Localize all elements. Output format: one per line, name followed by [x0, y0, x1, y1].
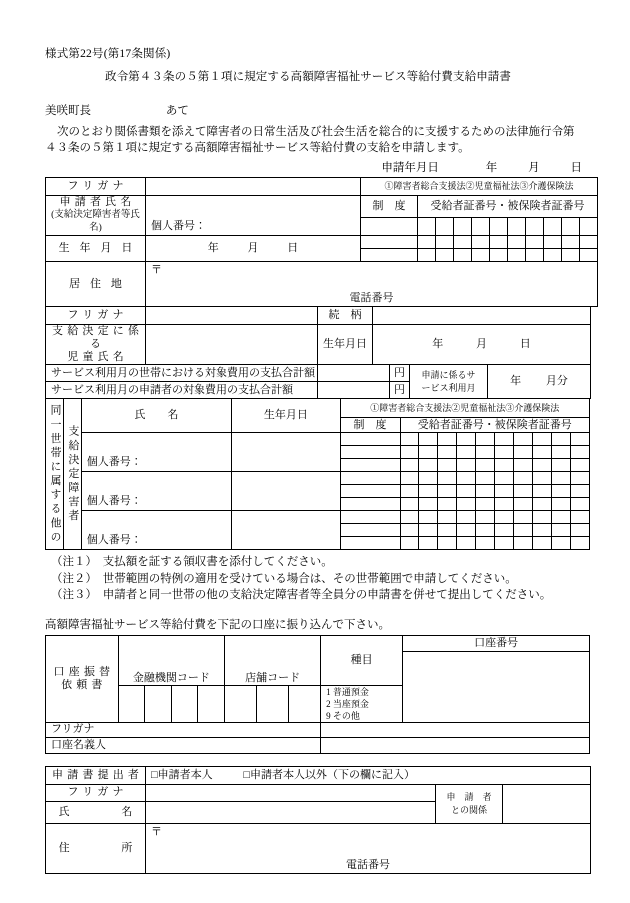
household-cert-cell[interactable] [476, 485, 495, 498]
account-type-label: 種目 [350, 653, 373, 666]
addressee-suffix: あて [165, 105, 189, 117]
applicant-cert-cell[interactable] [472, 249, 490, 262]
postal-mark-icon: 〒 [151, 264, 162, 276]
child-birth-month: 月 [476, 338, 487, 350]
household-cert-cell[interactable] [514, 524, 533, 537]
household-member-mynumber-label: 個人番号： [86, 456, 142, 468]
household-cert-cell[interactable] [457, 511, 476, 524]
submitter-name-label: 氏 名 [46, 801, 146, 823]
submitter-furigana-label: フリガナ [46, 784, 146, 801]
household-cert-cell[interactable] [551, 498, 570, 511]
household-table [45, 398, 590, 550]
household-cert-cell[interactable] [495, 472, 514, 485]
applicant-table [45, 177, 598, 307]
household-cert-cell[interactable] [400, 446, 419, 459]
household-cert-cell[interactable] [457, 446, 476, 459]
applicant-cert-cell[interactable] [454, 249, 472, 262]
household-cert-cell[interactable] [532, 459, 551, 472]
applicant-birth-year: 年 [207, 242, 219, 254]
household-cert-cell[interactable] [570, 485, 589, 498]
household-member-system-cell[interactable] [340, 498, 400, 511]
household-cert-cell[interactable] [419, 537, 438, 550]
submitter-relation-label-line2: との関係 [450, 804, 487, 815]
household-name-header: 氏 名 [81, 399, 231, 433]
household-cert-cell[interactable] [400, 472, 419, 485]
applicant-residence-field[interactable] [146, 262, 598, 307]
bank-vertical-label-line2: 依頼書 [61, 678, 107, 691]
form-number: 様式第22号(第17条関係) [45, 48, 171, 60]
bank-code-label-cell: 金融機関コード [118, 651, 225, 685]
checkbox-self[interactable]: □申請者本人 [151, 768, 213, 781]
household-cert-cell[interactable] [457, 472, 476, 485]
checkbox-other[interactable]: □申請者本人以外（下の欄に記入） [243, 768, 416, 781]
applicant-name-label-cell [46, 196, 146, 236]
household-member-system-cell[interactable] [340, 485, 400, 498]
child-name-field[interactable] [146, 325, 318, 365]
household-cert-cell[interactable] [514, 472, 533, 485]
household-cert-cell[interactable] [400, 511, 419, 524]
service-month-year: 年 [510, 375, 522, 387]
amount-household-label: サービス利用月の世帯における対象費用の支払合計額 [46, 365, 318, 382]
bank-name-field[interactable] [118, 635, 225, 651]
household-cert-cell[interactable] [419, 498, 438, 511]
household-cert-cell[interactable] [400, 433, 419, 446]
branch-name-field[interactable] [225, 635, 321, 651]
household-cert-cell[interactable] [419, 524, 438, 537]
household-member-system-cell[interactable] [340, 472, 400, 485]
applicant-laws-header: ①障害者総合支援法②児童福祉法③介護保険法 [361, 178, 598, 196]
applicant-cert-cell[interactable] [472, 217, 490, 235]
service-month-label-line1: 申請に係るサ [421, 369, 476, 380]
branch-code-cell[interactable] [225, 685, 257, 722]
household-cert-cell[interactable] [476, 524, 495, 537]
applicant-birth-field[interactable] [146, 236, 361, 262]
addressee-line [45, 102, 590, 118]
applicant-residence-label: 居住地 [46, 262, 146, 307]
bank-vertical-label-line1: 口座振替 [53, 665, 115, 678]
applicant-birth-label: 生年月日 [46, 236, 146, 262]
document-title: 政令第４３条の５第１項に規定する高額障害福祉サービス等給付費支給申請書 [105, 71, 511, 83]
household-cert-cell[interactable] [438, 524, 457, 537]
household-cert-cell[interactable] [476, 511, 495, 524]
household-cert-cell[interactable] [570, 537, 589, 550]
application-date-line [45, 159, 590, 175]
household-cert-cell[interactable] [514, 459, 533, 472]
household-vertical-label-left-cell [46, 399, 64, 550]
child-relation-label: 続 柄 [318, 307, 373, 325]
household-cert-cell[interactable] [495, 459, 514, 472]
child-relation-field[interactable] [373, 307, 591, 325]
household-cert-cell[interactable] [400, 459, 419, 472]
submitter-relation-label-cell [436, 784, 503, 823]
branch-code-cell[interactable] [289, 685, 321, 722]
submitter-furigana-field[interactable] [146, 784, 436, 801]
household-cert-cell[interactable] [570, 433, 589, 446]
applicant-cert-cell[interactable] [526, 249, 544, 262]
applicant-cert-cell[interactable] [418, 236, 436, 249]
household-vertical-label-left: 同一世帯に属する他の [48, 403, 61, 545]
applicant-cert-cell[interactable] [418, 249, 436, 262]
account-type-header-cell [321, 635, 403, 685]
household-cert-cell[interactable] [532, 485, 551, 498]
applicant-name-sublabel: (支給決定障害者等氏名) [51, 210, 140, 233]
household-cert-cell[interactable] [438, 446, 457, 459]
household-cert-cell[interactable] [419, 511, 438, 524]
household-birth-header: 生年月日 [232, 399, 340, 433]
household-cert-cell[interactable] [438, 537, 457, 550]
submitter-relation-label-line1: 申 請 者 [446, 791, 492, 802]
household-cert-cell[interactable] [551, 537, 570, 550]
household-cert-cell[interactable] [476, 498, 495, 511]
postal-mark-icon: 〒 [151, 825, 162, 838]
submitter-relation-field[interactable] [503, 784, 591, 823]
household-cert-cell[interactable] [495, 485, 514, 498]
household-cert-cell[interactable] [532, 433, 551, 446]
household-cert-cell[interactable] [419, 472, 438, 485]
household-member-system-cell[interactable] [340, 537, 400, 550]
branch-code-label-cell: 店舗コード [225, 651, 321, 685]
applicant-cert-cell[interactable] [436, 249, 454, 262]
applicant-cert-number-header: 受給者証番号・被保険者証番号 [418, 196, 598, 218]
household-cert-cell[interactable] [457, 524, 476, 537]
applicant-cert-cell[interactable] [490, 249, 508, 262]
household-cert-number-header: 受給者証番号・被保険者証番号 [400, 418, 590, 433]
submitter-name-field[interactable] [146, 801, 436, 823]
household-member-mynumber-label: 個人番号： [86, 534, 142, 546]
household-cert-cell[interactable] [495, 524, 514, 537]
applicant-cert-cell[interactable] [508, 249, 526, 262]
applicant-cert-cell[interactable] [562, 236, 580, 249]
household-cert-cell[interactable] [438, 498, 457, 511]
household-cert-cell[interactable] [400, 485, 419, 498]
household-cert-cell[interactable] [514, 433, 533, 446]
submitter-checkbox-row[interactable] [146, 766, 591, 784]
applicant-cert-cell[interactable] [454, 217, 472, 235]
household-cert-cell[interactable] [495, 537, 514, 550]
amount-household-yen: 円 [390, 365, 410, 382]
household-cert-cell[interactable] [400, 537, 419, 550]
household-cert-cell[interactable] [419, 446, 438, 459]
applicant-cert-cell[interactable] [526, 217, 544, 235]
applicant-cert-cell[interactable] [418, 217, 436, 235]
applicant-cert-cell[interactable] [562, 249, 580, 262]
applicant-furigana-label: フリガナ [46, 178, 146, 196]
amount-household-field[interactable] [318, 365, 390, 382]
child-name-label-line2: 児童氏名 [67, 351, 128, 363]
household-cert-cell[interactable] [570, 511, 589, 524]
lead-paragraph [45, 124, 590, 156]
household-cert-cell[interactable] [438, 433, 457, 446]
household-cert-cell[interactable] [476, 446, 495, 459]
household-vertical-label-right: 支給決定障害者 [66, 424, 79, 524]
notes-list [45, 554, 590, 604]
household-cert-cell[interactable] [476, 433, 495, 446]
service-month-month: 月分 [545, 375, 568, 387]
household-cert-cell[interactable] [532, 498, 551, 511]
household-cert-cell[interactable] [551, 524, 570, 537]
household-cert-cell[interactable] [514, 446, 533, 459]
household-cert-cell[interactable] [570, 472, 589, 485]
bank-vertical-label-cell [46, 635, 119, 722]
household-cert-cell[interactable] [457, 459, 476, 472]
child-table [45, 306, 591, 365]
household-cert-cell[interactable] [551, 511, 570, 524]
household-cert-cell[interactable] [457, 485, 476, 498]
amount-table [45, 364, 591, 399]
submitter-phone-label: 電話番号 [346, 858, 390, 871]
submitter-address-field[interactable] [146, 823, 591, 873]
application-date-month: 月 [528, 162, 540, 174]
household-cert-cell[interactable] [457, 433, 476, 446]
bank-transfer-table [45, 635, 590, 754]
household-cert-cell[interactable] [551, 472, 570, 485]
applicant-cert-cell[interactable] [436, 236, 454, 249]
child-birth-label: 生年月日 [318, 325, 373, 365]
applicant-birth-day: 日 [287, 242, 299, 254]
applicant-cert-cell[interactable] [580, 236, 598, 249]
note-item: （注２） 世帯範囲の特例の適用を受けている場合は、その世帯範囲で申請してください。 [51, 572, 517, 585]
applicant-cert-cell[interactable] [508, 217, 526, 235]
household-cert-cell[interactable] [419, 459, 438, 472]
lead-line-1: 次のとおり関係書類を添えて障害者の日常生活及び社会生活を総合的に支援するための法律施行令第 [57, 126, 575, 138]
child-name-label-line1: 支給決定に係る [52, 325, 144, 350]
household-member-system-cell[interactable] [340, 433, 400, 446]
bank-code-cell[interactable] [198, 685, 225, 722]
household-cert-cell[interactable] [514, 498, 533, 511]
household-laws-header: ①障害者総合支援法②児童福祉法③介護保険法 [340, 399, 589, 418]
household-member-system-cell[interactable] [340, 459, 400, 472]
household-cert-cell[interactable] [514, 511, 533, 524]
bank-code-cell[interactable] [145, 685, 172, 722]
applicant-system-value-2[interactable] [361, 236, 418, 249]
applicant-cert-cell[interactable] [562, 217, 580, 235]
account-type-options[interactable] [321, 685, 403, 722]
household-cert-cell[interactable] [570, 446, 589, 459]
applicant-cert-cell[interactable] [580, 217, 598, 235]
application-date-day: 日 [570, 162, 582, 174]
child-furigana-label: フリガナ [46, 307, 146, 325]
applicant-cert-cell[interactable] [544, 249, 562, 262]
applicant-phone-label: 電話番号 [349, 292, 394, 304]
household-cert-cell[interactable] [495, 498, 514, 511]
household-member-system-cell[interactable] [340, 511, 400, 524]
account-number-header: 口座番号 [403, 635, 590, 651]
household-cert-cell[interactable] [570, 498, 589, 511]
application-date-label: 申請年月日 [381, 162, 439, 174]
service-month-label-cell [410, 365, 488, 399]
child-furigana-field[interactable] [146, 307, 318, 325]
applicant-cert-cell[interactable] [490, 236, 508, 249]
applicant-cert-cell[interactable] [526, 236, 544, 249]
amount-applicant-yen: 円 [390, 382, 410, 399]
household-cert-cell[interactable] [570, 524, 589, 537]
household-cert-cell[interactable] [551, 446, 570, 459]
applicant-furigana-field[interactable] [146, 178, 361, 196]
submitter-table [45, 766, 591, 874]
household-cert-cell[interactable] [532, 472, 551, 485]
submitter-address-label: 住 所 [46, 823, 146, 873]
household-cert-cell[interactable] [457, 537, 476, 550]
household-cert-cell[interactable] [532, 524, 551, 537]
applicant-system-value-3[interactable] [361, 249, 418, 262]
applicant-cert-cell[interactable] [490, 217, 508, 235]
household-cert-cell[interactable] [438, 459, 457, 472]
account-furigana-label: フリガナ [46, 722, 321, 737]
service-month-field[interactable] [488, 365, 591, 399]
household-member-birth-field[interactable] [232, 433, 340, 472]
bank-code-cell[interactable] [171, 685, 198, 722]
child-birth-year: 年 [432, 338, 444, 350]
household-member-name-field[interactable] [81, 433, 231, 472]
service-month-label-line2: ービス利用月 [421, 382, 476, 393]
account-furigana-field[interactable] [321, 722, 590, 737]
household-cert-cell[interactable] [570, 459, 589, 472]
note-item: （注３） 申請者と同一世帯の他の支給決定障害者等全員分の申請書を併せて提出してください。 [51, 589, 552, 601]
applicant-cert-cell[interactable] [544, 217, 562, 235]
applicant-system-value-1[interactable] [361, 217, 418, 235]
applicant-system-header: 制 度 [361, 196, 418, 218]
child-name-label-cell [46, 325, 146, 365]
household-cert-cell[interactable] [438, 472, 457, 485]
applicant-cert-cell[interactable] [454, 236, 472, 249]
household-member-name-field[interactable] [81, 472, 231, 511]
household-cert-cell[interactable] [495, 446, 514, 459]
applicant-cert-cell[interactable] [580, 249, 598, 262]
account-holder-field[interactable] [321, 737, 590, 753]
household-member-birth-field[interactable] [232, 511, 340, 550]
amount-applicant-field[interactable] [318, 382, 390, 399]
branch-code-cell[interactable] [257, 685, 289, 722]
account-type-option[interactable]: 9 その他 [326, 710, 360, 721]
household-member-name-field[interactable] [81, 511, 231, 550]
household-cert-cell[interactable] [551, 459, 570, 472]
applicant-mynumber-field[interactable] [146, 196, 361, 236]
amount-applicant-label: サービス利用月の申請者の対象費用の支払合計額 [46, 382, 318, 399]
household-member-mynumber-label: 個人番号： [86, 495, 142, 507]
household-cert-cell[interactable] [476, 472, 495, 485]
household-cert-cell[interactable] [438, 511, 457, 524]
applicant-cert-cell[interactable] [544, 236, 562, 249]
household-cert-cell[interactable] [438, 485, 457, 498]
household-member-birth-field[interactable] [232, 472, 340, 511]
applicant-name-label: 申請者氏名 [59, 196, 136, 208]
applicant-cert-cell[interactable] [508, 236, 526, 249]
submitter-section-label: 申請書提出者 [46, 766, 146, 784]
household-system-header: 制 度 [340, 418, 400, 433]
household-member-system-cell[interactable] [340, 446, 400, 459]
applicant-cert-cell[interactable] [436, 217, 454, 235]
household-cert-cell[interactable] [551, 485, 570, 498]
applicant-mynumber-label: 個人番号： [151, 220, 206, 232]
household-cert-cell[interactable] [514, 537, 533, 550]
account-holder-label: 口座名義人 [46, 737, 321, 753]
household-cert-cell[interactable] [400, 498, 419, 511]
child-birth-field[interactable] [373, 325, 591, 365]
household-cert-cell[interactable] [532, 511, 551, 524]
bank-transfer-lead: 高額障害福祉サービス等給付費を下記の口座に振り込んで下さい。 [45, 618, 390, 631]
account-number-cells-container [403, 651, 590, 722]
lead-line-2: ４３条の５第１項に規定する高額障害福祉サービス等給付費の支給を申請します。 [45, 142, 470, 154]
applicant-cert-cell[interactable] [472, 236, 490, 249]
household-cert-cell[interactable] [457, 498, 476, 511]
household-vertical-label-right-cell [63, 399, 81, 550]
household-cert-cell[interactable] [476, 537, 495, 550]
household-cert-cell[interactable] [495, 511, 514, 524]
household-member-system-cell[interactable] [340, 524, 400, 537]
household-cert-cell[interactable] [532, 537, 551, 550]
household-cert-cell[interactable] [551, 433, 570, 446]
account-type-option[interactable]: 2 当座預金 [326, 698, 369, 709]
household-cert-cell[interactable] [419, 485, 438, 498]
household-cert-cell[interactable] [495, 433, 514, 446]
household-cert-cell[interactable] [514, 485, 533, 498]
bank-code-cell[interactable] [118, 685, 145, 722]
household-cert-cell[interactable] [532, 446, 551, 459]
addressee-name: 美咲町長 [45, 105, 91, 117]
household-cert-cell[interactable] [476, 459, 495, 472]
application-date-year: 年 [485, 162, 498, 174]
note-item: （注１） 支払額を証する領収書を添付してください。 [51, 556, 333, 568]
applicant-birth-month: 月 [247, 242, 259, 254]
child-birth-day: 日 [519, 338, 531, 350]
account-type-option[interactable]: 1 普通預金 [326, 686, 369, 697]
household-cert-cell[interactable] [400, 524, 419, 537]
household-cert-cell[interactable] [419, 433, 438, 446]
